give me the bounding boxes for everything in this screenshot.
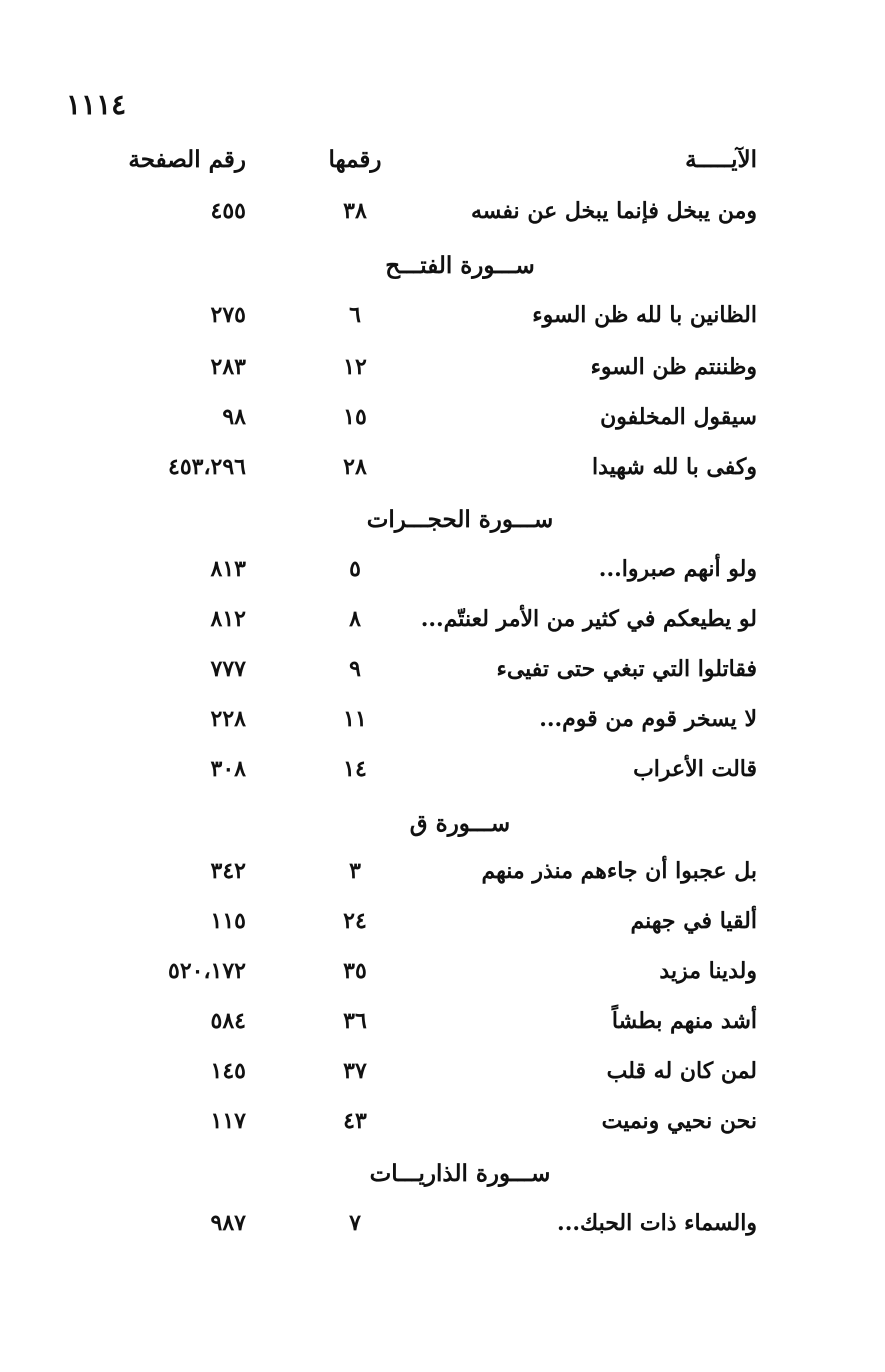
- ayah-text: والسماء ذات الحبك...: [557, 1210, 757, 1236]
- ayah-number: ١٤: [343, 756, 367, 782]
- ayah-number: ٢٨: [343, 454, 367, 480]
- ayah-text: لا يسخر قوم من قوم...: [539, 706, 757, 732]
- page-reference: ١١٧: [210, 1108, 246, 1134]
- page-reference: ٧٧٧: [210, 656, 246, 682]
- ayah-number: ٣٧: [343, 1058, 367, 1084]
- ayah-text: ولدينا مزيد: [659, 958, 757, 984]
- ayah-text: سيقول المخلفون: [600, 404, 757, 430]
- table-row: [0, 404, 885, 444]
- page-reference: ٨١٢: [210, 606, 246, 632]
- ayah-text: لمن كان له قلب: [606, 1058, 757, 1084]
- table-row: [0, 606, 885, 646]
- table-row: [0, 1008, 885, 1048]
- page-reference: ١٤٥: [210, 1058, 246, 1084]
- ayah-text: ولو أنهم صبروا...: [598, 556, 757, 582]
- ayah-number: ٤٣: [343, 1108, 367, 1134]
- surah-title: ســـورة الحجـــرات: [366, 506, 554, 533]
- page-reference: ٢٧٥: [210, 302, 246, 328]
- table-row: [0, 1210, 885, 1250]
- table-row: [0, 1058, 885, 1098]
- table-row: [0, 756, 885, 796]
- surah-title: ســـورة الفتـــح: [385, 252, 535, 279]
- ayah-text: الظانين با لله ظن السوء: [532, 302, 757, 328]
- page-number: ١١١٤: [66, 88, 127, 121]
- page-reference: ٨١٣: [210, 556, 246, 582]
- page-reference: ٩٨٧: [210, 1210, 246, 1236]
- ayah-text: ومن يبخل فإنما يبخل عن نفسه: [470, 198, 757, 224]
- ayah-number: ١٢: [343, 354, 367, 380]
- ayah-text: نحن نحيي ونميت: [601, 1108, 757, 1134]
- ayah-number: ٣٦: [343, 1008, 367, 1034]
- ayah-text: فقاتلوا التي تبغي حتى تفيىء: [496, 656, 757, 682]
- table-row: [0, 198, 885, 238]
- ayah-number: ٩: [349, 656, 361, 682]
- ayah-text: بل عجبوا أن جاءهم منذر منهم: [481, 858, 757, 884]
- page-reference: ٢٢٨: [210, 706, 246, 732]
- page-reference: ٣٠٨: [210, 756, 246, 782]
- ayah-number: ٧: [349, 1210, 361, 1236]
- ayah-text: أشد منهم بطشاً: [611, 1008, 757, 1034]
- header-number: رقمها: [328, 146, 382, 173]
- ayah-text: وظننتم ظن السوء: [590, 354, 757, 380]
- table-row: [0, 908, 885, 948]
- ayah-text: ألقيا في جهنم: [630, 908, 757, 934]
- ayah-text: قالت الأعراب: [633, 756, 757, 782]
- surah-title: ســـورة الذاريـــات: [369, 1160, 551, 1187]
- ayah-text: لو يطيعكم في كثير من الأمر لعنتّم...: [420, 606, 757, 632]
- table-row: [0, 556, 885, 596]
- page-reference: ٥٢٠،١٧٢: [168, 958, 246, 984]
- table-row: [0, 354, 885, 394]
- page-reference: ١١٥: [210, 908, 246, 934]
- ayah-number: ٦: [349, 302, 361, 328]
- surah-title: ســـورة ق: [409, 810, 511, 837]
- ayah-number: ٣٨: [343, 198, 367, 224]
- page-reference: ٤٥٥: [210, 198, 246, 224]
- table-row: [0, 706, 885, 746]
- ayah-number: ١٥: [343, 404, 367, 430]
- page-reference: ٤٥٣،٢٩٦: [168, 454, 246, 480]
- page-reference: ٥٨٤: [210, 1008, 246, 1034]
- ayah-number: ٢٤: [343, 908, 367, 934]
- table-row: [0, 858, 885, 898]
- table-row: [0, 302, 885, 342]
- header-page: رقم الصفحة: [128, 146, 246, 173]
- page-reference: ٣٤٢: [210, 858, 246, 884]
- ayah-number: ٣٥: [343, 958, 367, 984]
- table-row: [0, 454, 885, 494]
- header-ayah: الآيـــــة: [685, 146, 757, 173]
- page-reference: ٢٨٣: [210, 354, 246, 380]
- page-reference: ٩٨: [222, 404, 246, 430]
- table-row: [0, 656, 885, 696]
- ayah-number: ٨: [349, 606, 361, 632]
- table-row: [0, 1108, 885, 1148]
- ayah-number: ٥: [349, 556, 361, 582]
- table-header: [0, 146, 885, 186]
- ayah-number: ١١: [343, 706, 367, 732]
- table-row: [0, 958, 885, 998]
- ayah-text: وكفى با لله شهيدا: [591, 454, 757, 480]
- ayah-number: ٣: [349, 858, 361, 884]
